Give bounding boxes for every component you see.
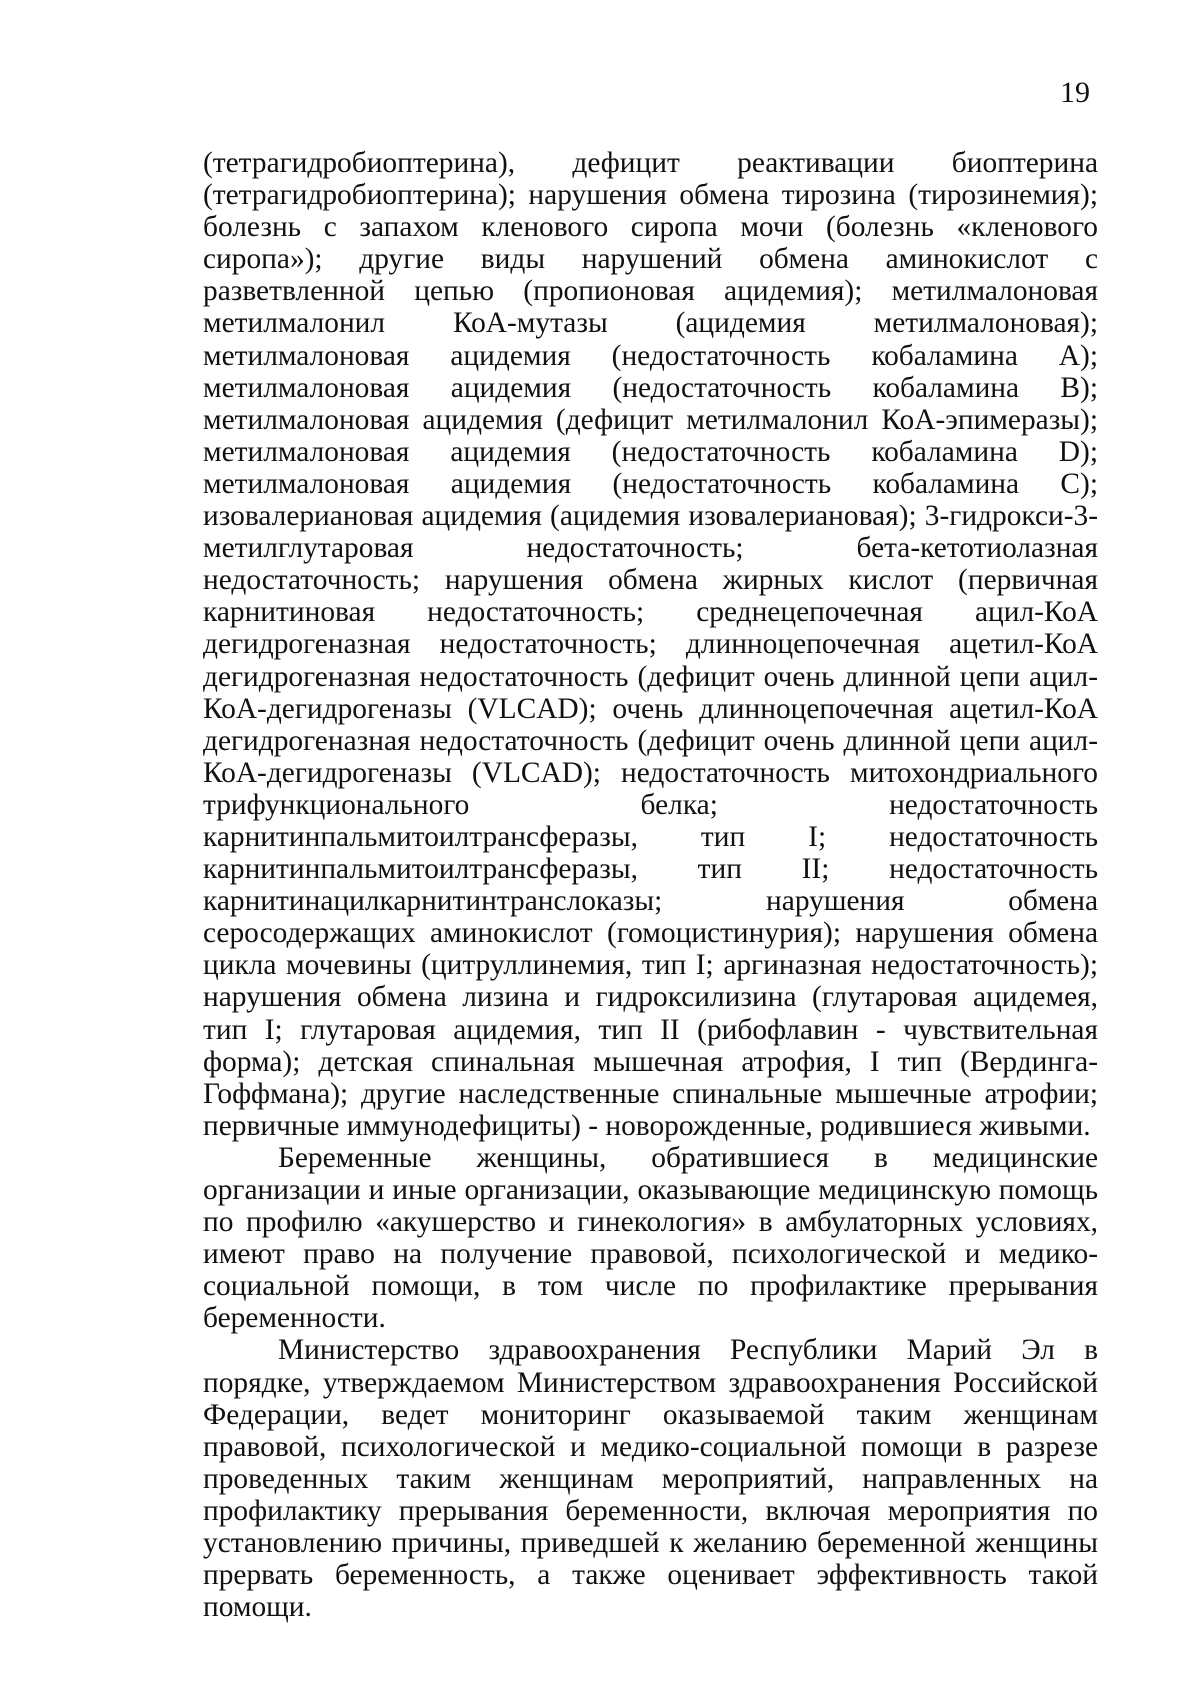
paragraph-continuation: (тетрагидробиоптерина), дефицит реактивации биоптерина (тетрагидробиоптерина); нарушения обмена тирозина (тирозинемия); болезнь с запахом кленового сиропа мочи (болезнь «кленового сиропа»); другие виды нарушений обмена аминокислот с разветвленной цепью (пропионовая ацидемия); метилмалоновая метилмалонил КоА-мутазы (ацидемия метилмалоновая); метилмалоновая ацидемия (недостаточность кобаламина А); метилмалоновая ацидемия (недостаточность кобаламина В); метилмалоновая ацидемия (дефицит метилмалонил КоА-эпимеразы); метилмалоновая ацидемия (недостаточность кобаламина D); метилмалоновая ацидемия (недостаточность кобаламина С); изовалериановая ацидемия (ацидемия изовалериановая); 3-гидрокси-3-метилглутаровая недостаточность; бета-кетотиолазная недостаточность; нарушения обмена жирных кислот (первичная карнитиновая недостаточность; среднецепочечная ацил-КоА дегидрогеназная недостаточность; длинноцепочечная ацетил-КоА дегидрогеназная недостаточность (дефицит очень длинной цепи ацил-КоА-дегидрогеназы (VLCAD); очень длинноцепочечная ацетил-КоА дегидрогеназная недостаточность (дефицит очень длинной цепи ацил-КоА-дегидрогеназы (VLCAD); недостаточность митохондриального трифункционального белка; недостаточность карнитинпальмитоилтрансферазы, тип I; недостаточность карнитинпальмитоилтрансферазы, тип II; недостаточность карнитинацилкарнитинтранслоказы; нарушения обмена серосодержащих аминокислот (гомоцистинурия); нарушения обмена цикла мочевины (цитруллинемия, тип I; аргиназная недостаточность); нарушения обмена лизина и гидроксилизина (глутаровая ацидемея, тип I; глутаровая ацидемия, тип II (рибофлавин - чувствительная форма); детская спинальная мышечная атрофия, I тип (Вердинга-Гоффмана); другие наследственные спинальные мышечные атрофии; первичные иммунодефициты) - новорожденные, родившиеся живыми.	[203, 147, 1098, 1142]
paragraph-ministry-monitoring: Министерство здравоохранения Республики Марий Эл в порядке, утверждаемом Министерством здравоохранения Российской Федерации, ведет мониторинг оказываемой таким женщинам правовой, психологической и медико-социальной помощи в разрезе проведенных таким женщинам мероприятий, направленных на профилактику прерывания беременности, включая мероприятия по установлению причины, приведшей к желанию беременной женщины прервать беременность, а также оценивает эффективность такой помощи.	[203, 1334, 1098, 1624]
page-number: 19	[1060, 76, 1090, 109]
document-body	[203, 147, 1098, 1623]
paragraph-pregnant-women-rights: Беременные женщины, обратившиеся в медицинские организации и иные организации, оказывающие медицинскую помощь по профилю «акушерство и гинекология» в амбулаторных условиях, имеют право на получение правовой, психологической и медико-социальной помощи, в том числе по профилактике прерывания беременности.	[203, 1141, 1098, 1335]
